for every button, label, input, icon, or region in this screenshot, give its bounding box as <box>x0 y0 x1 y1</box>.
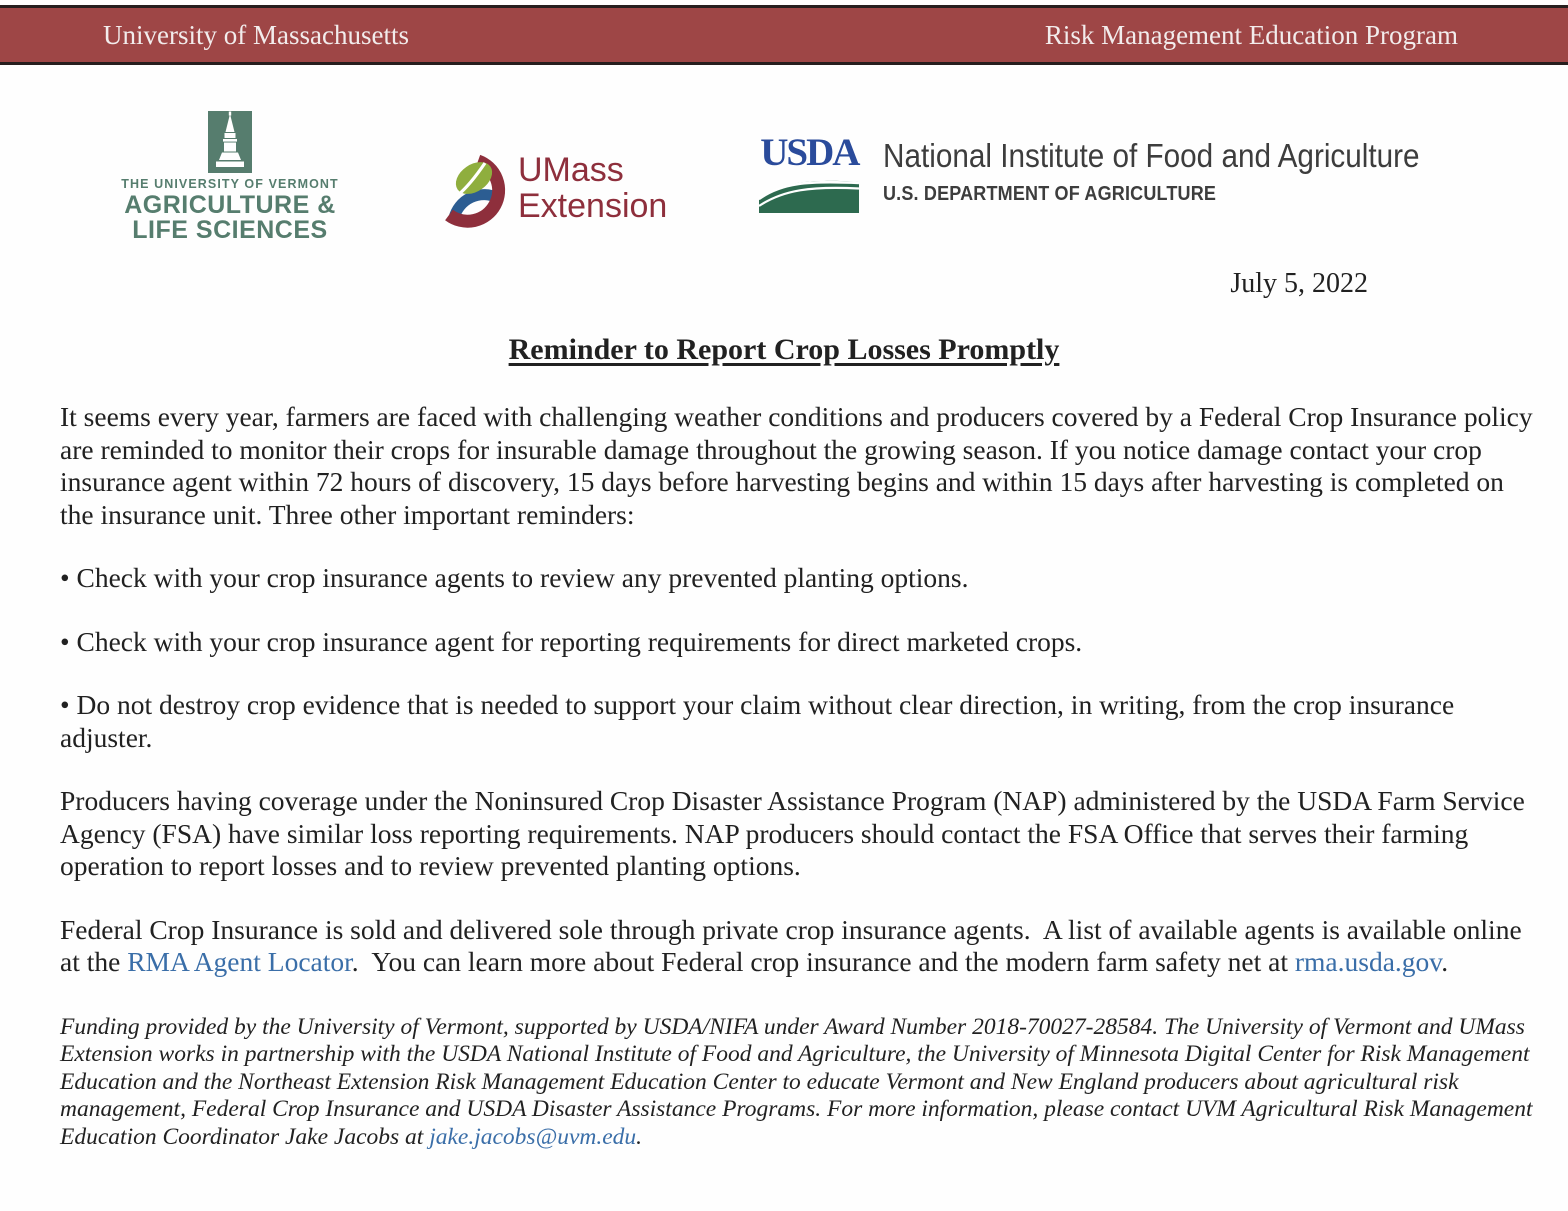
header-bar <box>0 5 1568 65</box>
email-link[interactable]: jake.jacobs@uvm.edu <box>429 1123 637 1150</box>
footer-note <box>60 1014 1538 1152</box>
letter-body <box>0 367 1568 1151</box>
paragraph-federal <box>60 914 1538 979</box>
nifa-subtitle: U.S. DEPARTMENT OF AGRICULTURE <box>883 183 1217 205</box>
usda-field-icon <box>759 171 859 213</box>
paragraph-nap: Producers having coverage under the Noninsured Crop Disaster Assistance Program (NAP) administered by the USDA Farm Service Agency (FSA) have similar loss reporting requirements. NAP producers should contact the FSA Office that serves their farming operation to report losses and to review prevented planting options. <box>60 785 1531 881</box>
page-title: Reminder to Report Crop Losses Promptly <box>508 333 1060 366</box>
text-fragment: Federal Crop Insurance is sold and delivered sole through private crop insurance agents. A list of available agents is available online at the <box>60 913 1529 977</box>
uvm-tower-icon <box>208 111 252 173</box>
usda-wordmark: USDA <box>760 131 859 174</box>
umass-leaf-swoosh-icon <box>428 151 506 229</box>
usda-nifa-logo <box>759 131 1479 218</box>
logos-row <box>0 103 1568 244</box>
umass-line2: Extension <box>518 187 668 225</box>
rma-agent-locator-link[interactable]: RMA Agent Locator <box>127 946 352 977</box>
uvm-logo <box>118 111 342 243</box>
bullet-item: • Check with your crop insurance agents to review any prevented planting options. <box>60 562 969 593</box>
umass-extension-logo <box>428 151 667 229</box>
text-fragment: . You can learn more about Federal crop insurance and the modern farm safety net at <box>351 946 1295 977</box>
header-right-text: Risk Management Education Program <box>1044 19 1458 50</box>
header-left-text: University of Massachusetts <box>103 19 409 50</box>
rma-usda-gov-link[interactable]: rma.usda.gov <box>1294 946 1442 977</box>
text-fragment: Funding provided by the University of Vermont, supported by USDA/NIFA under Award Number 2018-70027-28584. The University of Vermont and UMass Extension works in partnership with the USDA National Institute of Food and Agriculture, the University of Minnesota Digital Center for Risk Management Education and the Northeast Extension Risk Management Education Center to educate Vermont and New England producers about agricultural risk management, Federal Crop Insurance and USDA Disaster Assistance Programs. For more information, please contact UVM Agricultural Risk Management Education Coordinator Jake Jacobs at <box>60 1013 1539 1150</box>
bullet-item: • Check with your crop insurance agent for reporting requirements for direct marketed crops. <box>60 625 1083 657</box>
date-text: July 5, 2022 <box>1230 268 1368 299</box>
uvm-line2: AGRICULTURE & <box>124 191 336 219</box>
paragraph-intro: It seems every year, farmers are faced with challenging weather conditions and producers covered by a Federal Crop Insurance policy are reminded to monitor their crops for insurable damage throughout the growing season. If you notice damage contact your crop insurance agent within 72 hours of discovery, 15 days before harvesting begins and within 15 days after harvesting is completed on the insurance unit. Three other important reminders: <box>60 401 1540 530</box>
uvm-line1: THE UNIVERSITY OF VERMONT <box>121 177 339 191</box>
nifa-title: National Institute of Food and Agriculture <box>883 137 1420 174</box>
umass-line1: UMass <box>518 151 624 189</box>
text-fragment: . <box>636 1123 643 1150</box>
bullet-item: • Do not destroy crop evidence that is needed to support your claim without clear direction, in writing, from the crop insurance adjuster. <box>60 689 1462 753</box>
text-fragment: . <box>1441 946 1449 977</box>
uvm-line3: LIFE SCIENCES <box>132 216 328 244</box>
